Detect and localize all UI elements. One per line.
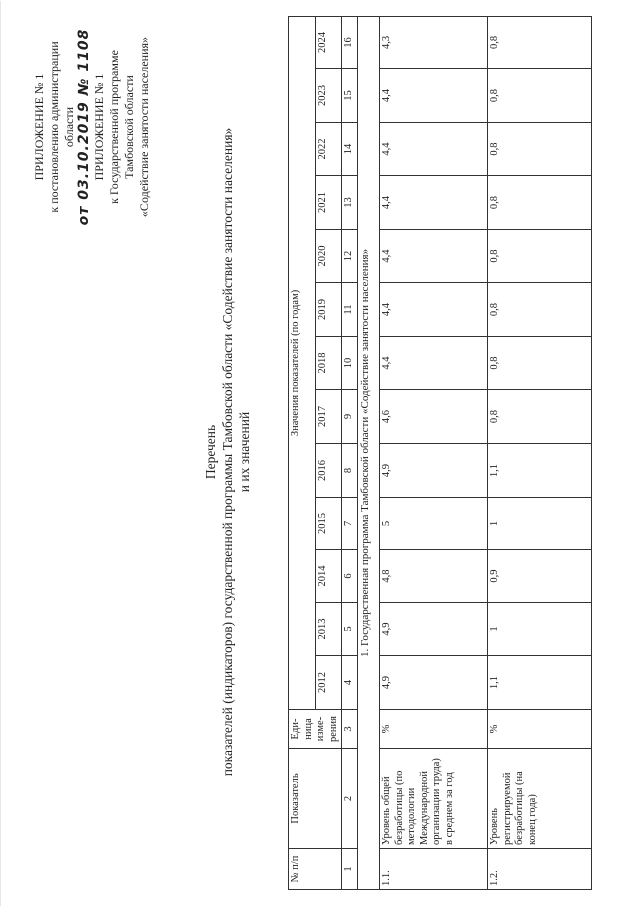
header-row-top — [289, 16, 316, 889]
year-header: 2017 — [315, 390, 342, 444]
value-cell: 4,4 — [380, 337, 488, 390]
column-number: 1 — [342, 849, 358, 890]
value-cell: 1,1 — [488, 656, 592, 710]
row-number: 1.2. — [488, 849, 592, 890]
header-number: № п/п — [289, 849, 342, 890]
section-row — [358, 16, 380, 889]
value-cell: 0,8 — [488, 16, 592, 68]
year-header: 2014 — [315, 550, 342, 603]
handwritten-date-number: от 03.10.2019 № 1108 — [76, 28, 92, 226]
value-cell: 4,8 — [380, 550, 488, 603]
column-number: 6 — [342, 550, 358, 603]
value-cell: 4,4 — [380, 69, 488, 123]
appendix-program-title: ПРИЛОЖЕНИЕ № 1 — [92, 73, 106, 181]
column-number: 14 — [342, 123, 358, 176]
column-number: 16 — [342, 16, 358, 68]
year-header: 2021 — [315, 176, 342, 230]
value-cell: 0,8 — [488, 230, 592, 283]
value-cell: 4,4 — [380, 123, 488, 176]
table-row — [380, 16, 488, 889]
heading-subtitle: показателей (индикаторов) государственной программы Тамбовской области «Содействие занятости населения» — [220, 127, 235, 777]
value-cell: 0,8 — [488, 283, 592, 337]
row-indicator: Уровень регистрируемой безработицы (на конец года) — [488, 749, 592, 849]
heading-subtitle-end: и их значений — [237, 411, 252, 493]
value-cell: 0,9 — [488, 550, 592, 603]
section-title: 1. Государственная программа Тамбовской области «Содействие занятости населения» — [358, 16, 380, 889]
column-number: 15 — [342, 69, 358, 123]
table-row — [488, 16, 592, 889]
value-cell: 4,3 — [380, 16, 488, 68]
appendix-program-name: «Содействие занятости населения» — [137, 36, 151, 218]
document-sheet — [20, 12, 620, 892]
value-cell: 4,9 — [380, 656, 488, 710]
year-header: 2018 — [315, 337, 342, 390]
column-number: 13 — [342, 176, 358, 230]
year-header: 2020 — [315, 230, 342, 283]
value-cell: 0,8 — [488, 69, 592, 123]
value-cell: 4,4 — [380, 176, 488, 230]
year-header: 2022 — [315, 123, 342, 176]
year-header: 2016 — [315, 444, 342, 498]
value-cell: 1 — [488, 603, 592, 656]
column-number: 10 — [342, 337, 358, 390]
value-cell: 5 — [380, 498, 488, 550]
value-cell: 0,8 — [488, 390, 592, 444]
heading-title: Перечень — [203, 424, 218, 480]
scan-edge-line — [0, 1, 1, 906]
column-number: 4 — [342, 656, 358, 710]
header-unit: Еди-ница изме-рения — [289, 710, 342, 749]
column-number: 9 — [342, 390, 358, 444]
appendix-stamp — [32, 22, 152, 232]
row-unit: % — [380, 710, 488, 749]
value-cell: 4,4 — [380, 230, 488, 283]
value-cell: 4,9 — [380, 444, 488, 498]
year-header: 2015 — [315, 498, 342, 550]
value-cell: 4,9 — [380, 603, 488, 656]
column-number-row — [342, 16, 358, 889]
appendix-title: ПРИЛОЖЕНИЕ № 1 — [32, 73, 46, 181]
value-cell: 1,1 — [488, 444, 592, 498]
appendix-resolution-ref: к постановлению администрации области — [47, 41, 76, 213]
column-number: 8 — [342, 444, 358, 498]
value-cell: 4,6 — [380, 390, 488, 444]
row-number: 1.1. — [380, 849, 488, 890]
year-header: 2013 — [315, 603, 342, 656]
appendix-program-ref: к Государственной программе Тамбовской области — [107, 50, 136, 204]
year-header: 2024 — [315, 16, 342, 68]
header-indicator: Показатель — [289, 749, 342, 849]
column-number: 2 — [342, 749, 358, 849]
column-number: 3 — [342, 710, 358, 749]
year-header: 2012 — [315, 656, 342, 710]
value-cell: 4,4 — [380, 283, 488, 337]
value-cell: 0,8 — [488, 123, 592, 176]
column-number: 7 — [342, 498, 358, 550]
column-number: 11 — [342, 283, 358, 337]
column-number: 5 — [342, 603, 358, 656]
value-cell: 0,8 — [488, 176, 592, 230]
year-header: 2019 — [315, 283, 342, 337]
indicators-table — [288, 16, 592, 890]
header-values-group: Значения показателей (по годам) — [289, 16, 316, 709]
row-indicator: Уровень общей безработицы (по методологии Международной организации труда) в среднем за год — [380, 749, 488, 849]
year-header: 2023 — [315, 69, 342, 123]
value-cell: 1 — [488, 498, 592, 550]
document-heading — [202, 12, 253, 892]
value-cell: 0,8 — [488, 337, 592, 390]
row-unit: % — [488, 710, 592, 749]
column-number: 12 — [342, 230, 358, 283]
